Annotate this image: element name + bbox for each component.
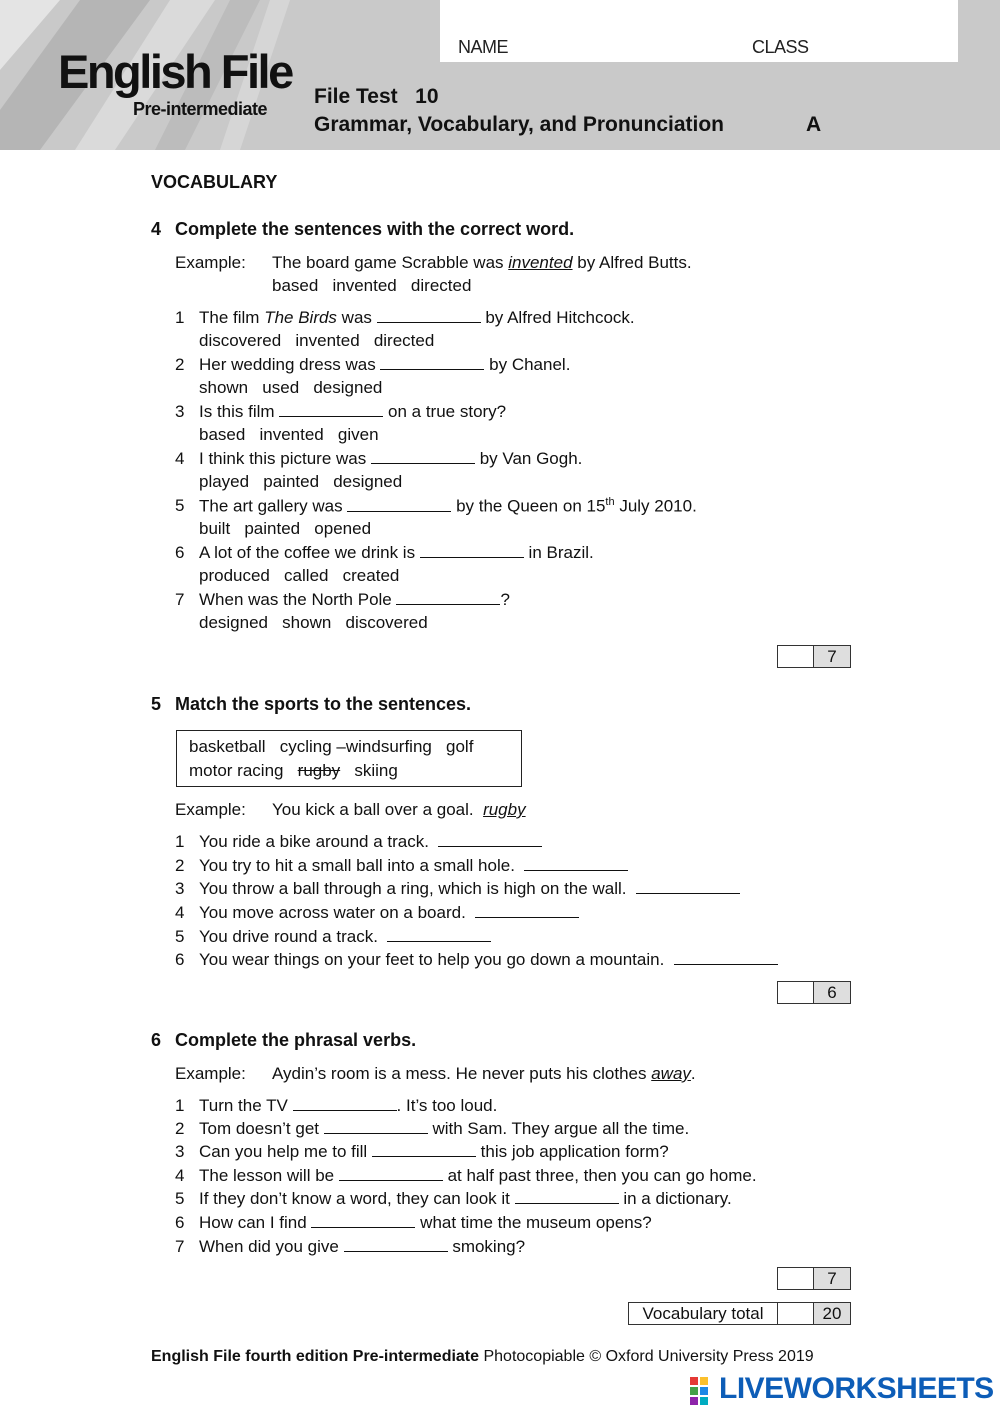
q5-example-text: You kick a ball over a goal. xyxy=(272,800,484,819)
q5-item-text: You throw a ball through a ring, which is high on the wall. xyxy=(199,879,636,898)
q5-item-text: You wear things on your feet to help you go down a mountain. xyxy=(199,950,674,969)
answer-blank[interactable] xyxy=(371,449,475,464)
answer-blank[interactable] xyxy=(674,950,778,965)
answer-blank[interactable] xyxy=(372,1142,476,1157)
q5-item-sentence xyxy=(199,832,542,852)
q5-item-text: You try to hit a small ball into a small hole. xyxy=(199,856,525,875)
q6-score-input[interactable] xyxy=(778,1268,814,1289)
name-class-box xyxy=(440,0,958,62)
liveworksheets-watermark: LIVEWORKSHEETS xyxy=(719,1372,994,1405)
q5-item-sentence xyxy=(199,879,740,899)
logo-subtitle: Pre-intermediate xyxy=(133,99,268,119)
q6-item-sentence xyxy=(199,1213,652,1233)
footer-copyright xyxy=(151,1348,814,1366)
answer-blank[interactable] xyxy=(344,1237,448,1252)
q4-item-number: 5 xyxy=(175,496,185,515)
q4-item-text: ? xyxy=(500,590,510,609)
q4-item-text: by Van Gogh. xyxy=(474,449,583,468)
q5-item-number: 3 xyxy=(175,879,185,898)
vocabulary-total-box xyxy=(628,1302,851,1325)
q5-item-number: 1 xyxy=(175,832,185,851)
q4-item-number: 4 xyxy=(175,449,185,468)
q4-example-text-end: by Alfred Butts. xyxy=(572,253,692,272)
q4-item-text: A lot of the coffee we drink is xyxy=(199,543,420,562)
q5-item-number: 6 xyxy=(175,950,185,969)
q4-instruction: Complete the sentences with the correct word. xyxy=(175,219,575,239)
name-label: NAME xyxy=(458,37,509,57)
q4-item-sentence xyxy=(199,402,506,422)
test-version: A xyxy=(806,113,822,136)
q6-score-max: 7 xyxy=(814,1268,850,1289)
q4-item-options: discovered invented directed xyxy=(199,331,435,350)
q4-item-text: The film xyxy=(199,308,265,327)
q6-score-box xyxy=(777,1267,851,1290)
q6-item-text: at half past three, then you can go home. xyxy=(442,1166,757,1185)
q4-item-text: by Chanel. xyxy=(484,355,571,374)
q4-item-sentence xyxy=(199,308,635,328)
word-box-line-2 xyxy=(189,761,398,781)
vocabulary-total-input[interactable] xyxy=(778,1303,814,1324)
q6-item-text: Tom doesn’t get xyxy=(199,1119,324,1138)
vocabulary-total-max: 20 xyxy=(814,1303,850,1324)
q4-item-options: shown used designed xyxy=(199,378,383,397)
answer-blank[interactable] xyxy=(377,308,481,323)
q6-item-sentence xyxy=(199,1142,669,1162)
q4-item-text: on a true story? xyxy=(383,402,507,421)
q6-item-number: 1 xyxy=(175,1096,185,1115)
q5-item-text: You drive round a track. xyxy=(199,927,388,946)
answer-blank[interactable] xyxy=(524,856,628,871)
test-subtitle: Grammar, Vocabulary, and Pronunciation xyxy=(314,113,724,136)
q4-example xyxy=(272,253,692,273)
liveworksheets-logo-icon xyxy=(690,1373,718,1407)
q4-item-options: produced called created xyxy=(199,566,400,585)
answer-blank[interactable] xyxy=(293,1096,397,1111)
footer-book-title: English File fourth edition Pre-intermediate xyxy=(151,1348,480,1365)
ordinal-suffix: th xyxy=(605,496,615,508)
q5-item-text: You move across water on a board. xyxy=(199,903,476,922)
q4-example-label: Example: xyxy=(175,253,246,272)
q4-item-options: played painted designed xyxy=(199,472,403,491)
q6-item-sentence xyxy=(199,1096,497,1116)
q6-item-text: with Sam. They argue all the time. xyxy=(427,1119,690,1138)
q6-item-number: 5 xyxy=(175,1189,185,1208)
section-heading: VOCABULARY xyxy=(151,172,278,192)
q5-item-sentence xyxy=(199,856,628,876)
q4-item-options: based invented given xyxy=(199,425,379,444)
answer-blank[interactable] xyxy=(347,497,451,512)
q5-example xyxy=(272,800,526,820)
q4-item-number: 3 xyxy=(175,402,185,421)
q6-item-number: 2 xyxy=(175,1119,185,1138)
q4-example-answer: invented xyxy=(508,253,573,272)
q6-item-text: When did you give xyxy=(199,1237,344,1256)
q4-item-film-title: The Birds xyxy=(264,308,337,327)
answer-blank[interactable] xyxy=(339,1166,443,1181)
q4-score-max: 7 xyxy=(814,646,850,667)
q6-item-text: smoking? xyxy=(447,1237,526,1256)
q4-item-text: The art gallery was xyxy=(199,496,348,516)
q4-item-text: When was the North Pole xyxy=(199,590,397,609)
q4-item-text: Is this film xyxy=(199,402,280,421)
answer-blank[interactable] xyxy=(636,879,740,894)
answer-blank[interactable] xyxy=(324,1119,428,1134)
q6-example-text-end: . xyxy=(690,1064,696,1083)
word-box-text: motor racing xyxy=(189,761,298,780)
q6-item-sentence xyxy=(199,1166,757,1186)
answer-blank[interactable] xyxy=(396,590,500,605)
q6-item-text: If they don’t know a word, they can look it xyxy=(199,1189,515,1208)
q4-item-sentence xyxy=(199,496,697,517)
q4-score-box xyxy=(777,645,851,668)
q5-item-text: You ride a bike around a track. xyxy=(199,832,439,851)
q4-number: 4 xyxy=(151,219,162,239)
q4-score-input[interactable] xyxy=(778,646,814,667)
q5-item-sentence xyxy=(199,903,579,923)
answer-blank[interactable] xyxy=(438,832,542,847)
q6-item-text: in a dictionary. xyxy=(618,1189,732,1208)
q6-item-text: Can you help me to fill xyxy=(199,1142,372,1161)
q4-item-number: 6 xyxy=(175,543,185,562)
q6-item-text: what time the museum opens? xyxy=(415,1213,652,1232)
q5-item-number: 2 xyxy=(175,856,185,875)
q6-item-text: . It’s too loud. xyxy=(396,1096,498,1115)
footer-rights: Photocopiable © Oxford University Press 2019 xyxy=(479,1348,814,1365)
q4-example-options: based invented directed xyxy=(272,276,472,295)
q6-item-sentence xyxy=(199,1237,525,1257)
q4-item-sentence xyxy=(199,355,570,375)
q5-example-label: Example: xyxy=(175,800,246,819)
q6-item-sentence xyxy=(199,1189,732,1209)
logo-title: English File xyxy=(58,45,292,98)
word-box-text: skiing xyxy=(340,761,398,780)
answer-blank[interactable] xyxy=(311,1213,415,1228)
q4-item-sentence xyxy=(199,543,594,563)
answer-blank[interactable] xyxy=(279,402,383,417)
q5-instruction: Match the sports to the sentences. xyxy=(175,694,472,714)
answer-blank[interactable] xyxy=(380,355,484,370)
q6-item-sentence xyxy=(199,1119,689,1139)
q6-item-text: this job application form? xyxy=(475,1142,669,1161)
q5-score-box xyxy=(777,981,851,1004)
word-box-used-word: rugby xyxy=(297,761,341,780)
q6-example-answer: away xyxy=(651,1064,691,1083)
q4-item-text: in Brazil. xyxy=(523,543,594,562)
word-box-line-1: basketball cycling –windsurfing golf xyxy=(189,737,474,756)
answer-blank[interactable] xyxy=(387,927,491,942)
q4-item-sentence xyxy=(199,590,510,610)
q4-item-options: built painted opened xyxy=(199,519,372,538)
q5-item-number: 5 xyxy=(175,927,185,946)
q6-example-label: Example: xyxy=(175,1064,246,1083)
answer-blank[interactable] xyxy=(475,903,579,918)
q5-number: 5 xyxy=(151,694,162,714)
q5-example-answer: rugby xyxy=(483,800,526,819)
q4-item-number: 2 xyxy=(175,355,185,374)
q4-item-text: by the Queen on 15 xyxy=(451,496,606,516)
q6-item-number: 4 xyxy=(175,1166,185,1185)
q5-item-sentence xyxy=(199,950,778,970)
q5-item-sentence xyxy=(199,927,491,947)
q6-example-text: Aydin’s room is a mess. He never puts his clothes xyxy=(272,1064,652,1083)
class-label: CLASS xyxy=(752,37,809,57)
q4-item-text: Her wedding dress was xyxy=(199,355,381,374)
q6-item-number: 6 xyxy=(175,1213,185,1232)
q6-item-text: How can I find xyxy=(199,1213,312,1232)
q4-item-text: I think this picture was xyxy=(199,449,371,468)
q4-item-sentence xyxy=(199,449,582,469)
q4-item-options: designed shown discovered xyxy=(199,613,428,632)
answer-blank[interactable] xyxy=(515,1189,619,1204)
q6-item-text: Turn the TV xyxy=(199,1096,293,1115)
q5-score-input[interactable] xyxy=(778,982,814,1003)
q6-example xyxy=(272,1064,696,1084)
q4-item-number: 1 xyxy=(175,308,185,327)
q6-item-number: 3 xyxy=(175,1142,185,1161)
vocabulary-total-label: Vocabulary total xyxy=(629,1303,778,1324)
q5-item-number: 4 xyxy=(175,903,185,922)
q4-example-text: The board game Scrabble was xyxy=(272,253,509,272)
q6-item-text: The lesson will be xyxy=(199,1166,339,1185)
answer-blank[interactable] xyxy=(420,543,524,558)
q6-instruction: Complete the phrasal verbs. xyxy=(175,1030,417,1050)
q4-item-text: was xyxy=(336,308,377,327)
q4-item-number: 7 xyxy=(175,590,185,609)
q4-item-text: July 2010. xyxy=(614,496,697,516)
q4-item-text: by Alfred Hitchcock. xyxy=(480,308,635,327)
q6-item-number: 7 xyxy=(175,1237,185,1256)
q6-number: 6 xyxy=(151,1030,162,1050)
q5-score-max: 6 xyxy=(814,982,850,1003)
test-title: File Test 10 xyxy=(314,85,439,108)
